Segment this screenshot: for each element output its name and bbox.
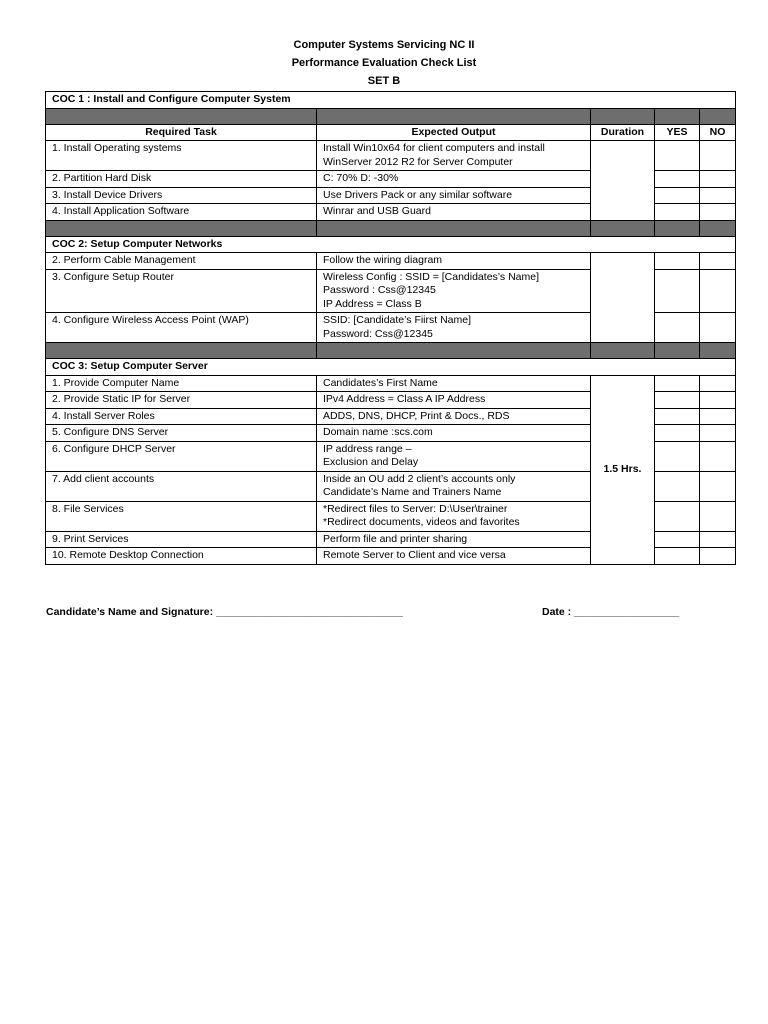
duration-cell <box>591 141 655 221</box>
separator-cell <box>655 220 700 236</box>
separator-row <box>46 343 736 359</box>
no-checkbox-cell[interactable] <box>700 408 736 425</box>
required-task-cell: 3. Configure Setup Router <box>46 269 317 313</box>
evaluation-checklist-table <box>45 91 736 565</box>
no-checkbox-cell[interactable] <box>700 441 736 471</box>
yes-checkbox-cell[interactable] <box>655 187 700 204</box>
expected-output-cell <box>317 408 591 425</box>
document-title: Computer Systems Servicing NC II <box>293 39 475 51</box>
yes-checkbox-cell[interactable] <box>655 204 700 221</box>
expected-output-cell <box>317 141 591 171</box>
column-header-yes: YES <box>655 124 700 141</box>
duration-cell <box>591 253 655 343</box>
expected-output-line: WinServer 2012 R2 for Server Computer <box>323 155 513 168</box>
column-header-duration: Duration <box>591 124 655 141</box>
expected-output-line: IP address range – <box>323 442 412 455</box>
expected-output-line: Exclusion and Delay <box>323 456 419 468</box>
no-checkbox-cell[interactable] <box>700 375 736 392</box>
expected-output-line: Winrar and USB Guard <box>323 205 431 217</box>
yes-checkbox-cell[interactable] <box>655 392 700 409</box>
no-checkbox-cell[interactable] <box>700 548 736 565</box>
no-checkbox-cell[interactable] <box>700 531 736 548</box>
expected-output-cell <box>317 171 591 188</box>
expected-output-line: Candidates’s First Name <box>323 376 438 389</box>
expected-output-line: IP Address = Class B <box>323 297 422 310</box>
document-subtitle: Performance Evaluation Check List <box>291 57 477 69</box>
expected-output-line: Install Win10x64 for client computers and install <box>323 142 545 154</box>
expected-output-cell <box>317 471 591 501</box>
expected-output-cell <box>317 313 591 343</box>
separator-cell <box>317 343 591 359</box>
no-checkbox-cell[interactable] <box>700 171 736 188</box>
expected-output-line: SSID: [Candidate’s Fiirst Name] <box>323 314 472 326</box>
expected-output-cell <box>317 441 591 471</box>
expected-output-line: Follow the wiring diagram <box>323 254 443 266</box>
separator-cell <box>700 343 736 359</box>
required-task-cell: 6. Configure DHCP Server <box>46 441 317 471</box>
yes-checkbox-cell[interactable] <box>655 171 700 188</box>
required-task-cell: 8. File Services <box>46 501 317 531</box>
separator-cell <box>317 220 591 236</box>
expected-output-line: *Redirect files to Server: D:\User\trainer <box>323 502 508 515</box>
column-header-task: Required Task <box>46 124 317 141</box>
required-task-cell: 9. Print Services <box>46 531 317 548</box>
yes-checkbox-cell[interactable] <box>655 471 700 501</box>
separator-cell <box>591 220 655 236</box>
yes-checkbox-cell[interactable] <box>655 269 700 313</box>
expected-output-line: IPv4 Address = Class A IP Address <box>323 393 486 405</box>
expected-output-line: Wireless Config : SSID = [Candidates’s Name] <box>323 270 540 283</box>
expected-output-cell <box>317 253 591 270</box>
expected-output-line: Use Drivers Pack or any similar software <box>323 188 513 201</box>
yes-checkbox-cell[interactable] <box>655 501 700 531</box>
table-row <box>46 375 736 392</box>
expected-output-cell <box>317 269 591 313</box>
required-task-cell: 7. Add client accounts <box>46 471 317 501</box>
yes-checkbox-cell[interactable] <box>655 253 700 270</box>
required-task-cell: 4. Configure Wireless Access Point (WAP) <box>46 313 317 343</box>
no-checkbox-cell[interactable] <box>700 204 736 221</box>
expected-output-line: ADDS, DNS, DHCP, Print & Docs., RDS <box>323 409 510 422</box>
expected-output-cell <box>317 204 591 221</box>
expected-output-cell <box>317 548 591 565</box>
no-checkbox-cell[interactable] <box>700 501 736 531</box>
separator-row <box>46 220 736 236</box>
separator-cell <box>655 108 700 124</box>
set-label: SET B <box>367 75 401 87</box>
required-task-cell: 3. Install Device Drivers <box>46 187 317 204</box>
no-checkbox-cell[interactable] <box>700 313 736 343</box>
yes-checkbox-cell[interactable] <box>655 548 700 565</box>
column-header-output: Expected Output <box>317 124 591 141</box>
expected-output-cell <box>317 425 591 442</box>
expected-output-line: Password : Css@12345 <box>323 284 436 296</box>
expected-output-cell <box>317 375 591 392</box>
separator-cell <box>46 343 317 359</box>
separator-cell <box>700 108 736 124</box>
signature-line: Candidate’s Name and Signature: ________________________________ <box>46 606 403 618</box>
separator-cell <box>655 343 700 359</box>
no-checkbox-cell[interactable] <box>700 253 736 270</box>
required-task-cell: 2. Perform Cable Management <box>46 253 317 270</box>
coc-title: COC 3: Setup Computer Server <box>46 359 736 376</box>
separator-cell <box>700 220 736 236</box>
expected-output-cell <box>317 501 591 531</box>
yes-checkbox-cell[interactable] <box>655 408 700 425</box>
coc-title: COC 1 : Install and Configure Computer System <box>46 92 736 109</box>
coc-title: COC 2: Setup Computer Networks <box>46 236 736 253</box>
expected-output-cell <box>317 187 591 204</box>
expected-output-line: Password: Css@12345 <box>323 327 433 340</box>
coc-title-row <box>46 236 736 253</box>
separator-cell <box>591 108 655 124</box>
no-checkbox-cell[interactable] <box>700 392 736 409</box>
no-checkbox-cell[interactable] <box>700 187 736 204</box>
required-task-cell: 5. Configure DNS Server <box>46 425 317 442</box>
expected-output-line: Remote Server to Client and vice versa <box>323 549 506 561</box>
coc-title-row <box>46 92 736 109</box>
required-task-cell: 2. Provide Static IP for Server <box>46 392 317 409</box>
expected-output-cell <box>317 392 591 409</box>
expected-output-line: Candidate’s Name and Trainers Name <box>323 486 502 498</box>
yes-checkbox-cell[interactable] <box>655 441 700 471</box>
yes-checkbox-cell[interactable] <box>655 375 700 392</box>
required-task-cell: 10. Remote Desktop Connection <box>46 548 317 565</box>
separator-cell <box>46 108 317 124</box>
required-task-cell: 1. Install Operating systems <box>46 141 317 171</box>
table-row <box>46 253 736 270</box>
no-checkbox-cell[interactable] <box>700 269 736 313</box>
separator-cell <box>317 108 591 124</box>
required-task-cell: 1. Provide Computer Name <box>46 375 317 392</box>
expected-output-line: Perform file and printer sharing <box>323 532 468 545</box>
expected-output-cell <box>317 531 591 548</box>
expected-output-line: Domain name :scs.com <box>323 426 433 438</box>
coc-title-row <box>46 359 736 376</box>
separator-cell <box>46 220 317 236</box>
separator-cell <box>591 343 655 359</box>
yes-checkbox-cell[interactable] <box>655 141 700 171</box>
yes-checkbox-cell[interactable] <box>655 425 700 442</box>
expected-output-line: C: 70% D: -30% <box>323 172 399 184</box>
table-row <box>46 141 736 171</box>
yes-checkbox-cell[interactable] <box>655 313 700 343</box>
expected-output-line: *Redirect documents, videos and favorites <box>323 516 520 528</box>
required-task-cell: 4. Install Server Roles <box>46 408 317 425</box>
no-checkbox-cell[interactable] <box>700 141 736 171</box>
yes-checkbox-cell[interactable] <box>655 531 700 548</box>
table-header-row <box>46 124 736 141</box>
no-checkbox-cell[interactable] <box>700 425 736 442</box>
required-task-cell: 4. Install Application Software <box>46 204 317 221</box>
date-line: Date : __________________ <box>542 606 680 618</box>
column-header-no: NO <box>700 124 736 141</box>
no-checkbox-cell[interactable] <box>700 471 736 501</box>
duration-cell: 1.5 Hrs. <box>591 375 655 564</box>
expected-output-line: Inside an OU add 2 client’s accounts only <box>323 472 516 485</box>
separator-row <box>46 108 736 124</box>
required-task-cell: 2. Partition Hard Disk <box>46 171 317 188</box>
